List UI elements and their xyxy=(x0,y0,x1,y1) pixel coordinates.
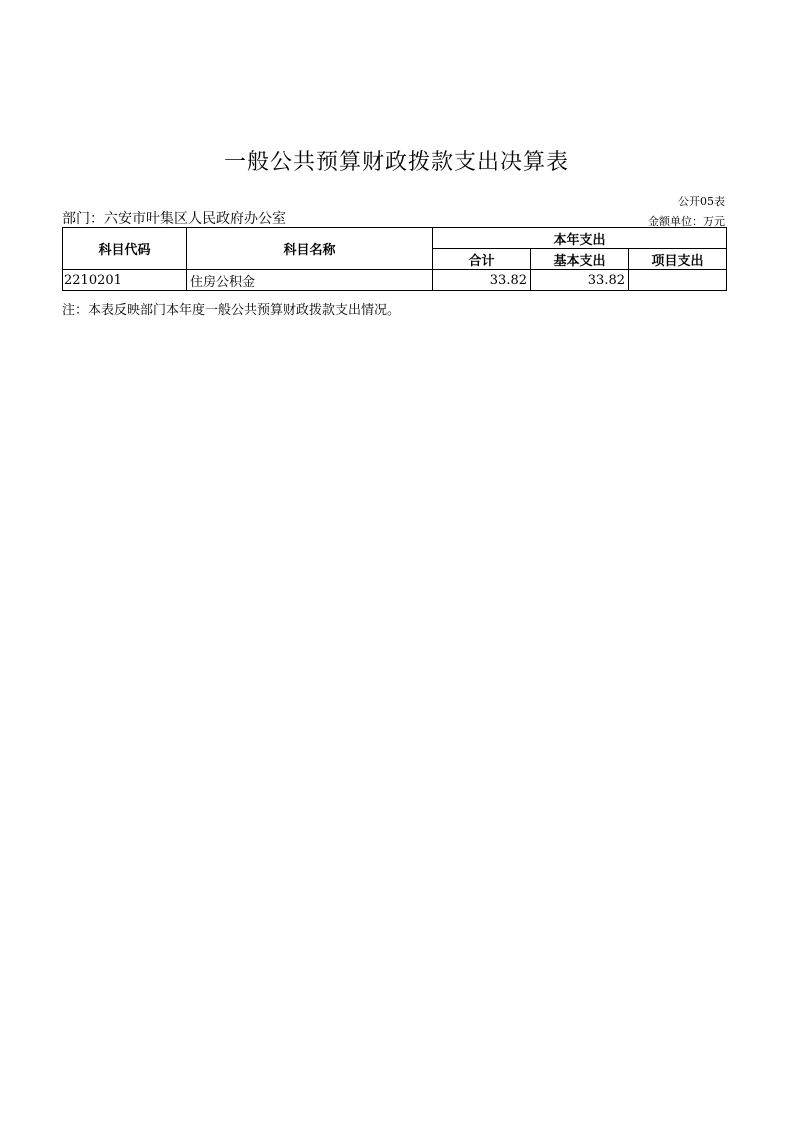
cell-total: 33.82 xyxy=(433,270,531,291)
header-basic: 基本支出 xyxy=(531,249,629,270)
header-project: 项目支出 xyxy=(629,249,727,270)
page-title: 一般公共预算财政拨款支出决算表 xyxy=(223,150,569,175)
form-code: 公开05表 xyxy=(678,195,725,208)
table-row xyxy=(63,270,727,291)
footnote: 注：本表反映部门本年度一般公共预算财政拨款支出情况。 xyxy=(62,303,401,318)
table-header-row xyxy=(63,228,727,249)
department-label: 部门：六安市叶集区人民政府办公室 xyxy=(62,211,286,227)
expenditure-table xyxy=(62,227,727,291)
cell-basic: 33.82 xyxy=(531,270,629,291)
unit-label: 金额单位：万元 xyxy=(648,215,725,228)
header-code: 科目代码 xyxy=(63,228,187,270)
header-year-expenditure: 本年支出 xyxy=(433,228,727,249)
header-name: 科目名称 xyxy=(187,228,433,270)
cell-project xyxy=(629,270,727,291)
header-total: 合计 xyxy=(433,249,531,270)
cell-name: 住房公积金 xyxy=(187,270,433,291)
cell-code: 2210201 xyxy=(63,270,187,291)
